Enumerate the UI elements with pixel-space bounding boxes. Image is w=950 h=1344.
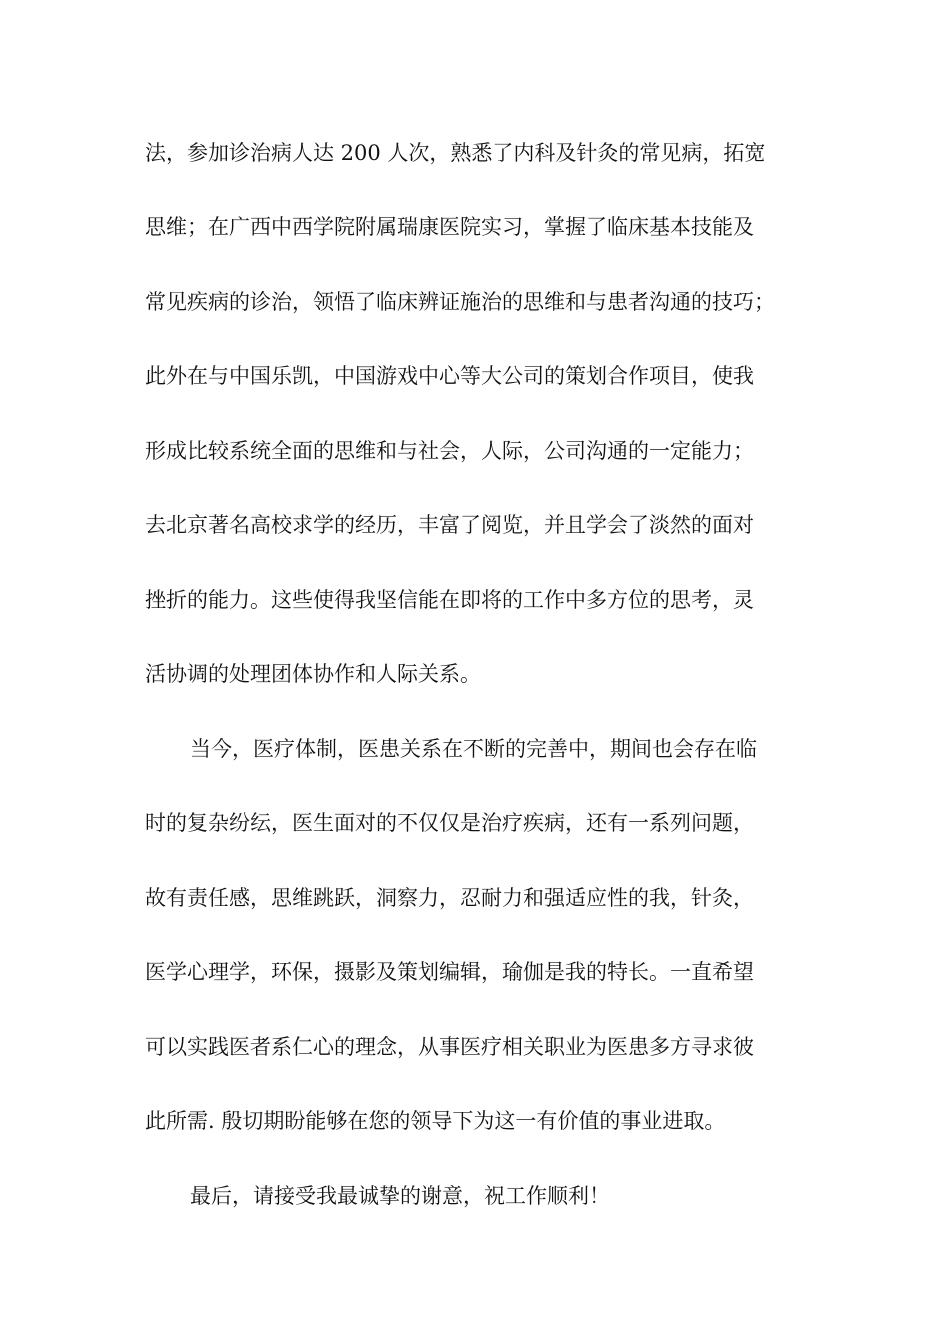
text-line-14: 此所需. 殷切期盼能够在您的领导下为这一有价值的事业进取。 [145,1109,726,1133]
text-line-2: 思维；在广西中西学院附属瑞康医院实习，掌握了临床基本技能及 [145,215,754,239]
text-line-12: 医学心理学，环保，摄影及策划编辑，瑜伽是我的特长。一直希望 [145,960,754,984]
text-line-6: 去北京著名高校求学的经历，丰富了阅览，并且学会了淡然的面对 [145,513,754,537]
text-line-11: 故有责任感，思维跳跃，洞察力，忍耐力和强适应性的我，针灸， [145,886,754,910]
text-line-15: 最后，请接受我最诚挚的谢意，祝工作顺利！ [190,1184,610,1208]
text-line-3: 常见疾病的诊治，领悟了临床辨证施治的思维和与患者沟通的技巧； [145,290,775,314]
text-line-4: 此外在与中国乐凯，中国游戏中心等大公司的策划合作项目，使我 [145,364,754,388]
text-line-1: 法，参加诊治病人达 200 人次，熟悉了内科及针灸的常见病，拓宽 [145,141,766,165]
text-line-7: 挫折的能力。这些使得我坚信能在即将的工作中多方位的思考，灵 [145,588,754,612]
text-line-13: 可以实践医者系仁心的理念，从事医疗相关职业为医患多方寻求彼 [145,1035,754,1059]
text-line-5: 形成比较系统全面的思维和与社会，人际，公司沟通的一定能力； [145,439,754,463]
text-line-8: 活协调的处理团体协作和人际关系。 [145,662,481,686]
text-line-10: 时的复杂纷纭，医生面对的不仅仅是治疗疾病，还有一系列问题， [145,811,754,835]
text-line-9: 当今，医疗体制，医患关系在不断的完善中，期间也会存在临 [190,737,757,761]
